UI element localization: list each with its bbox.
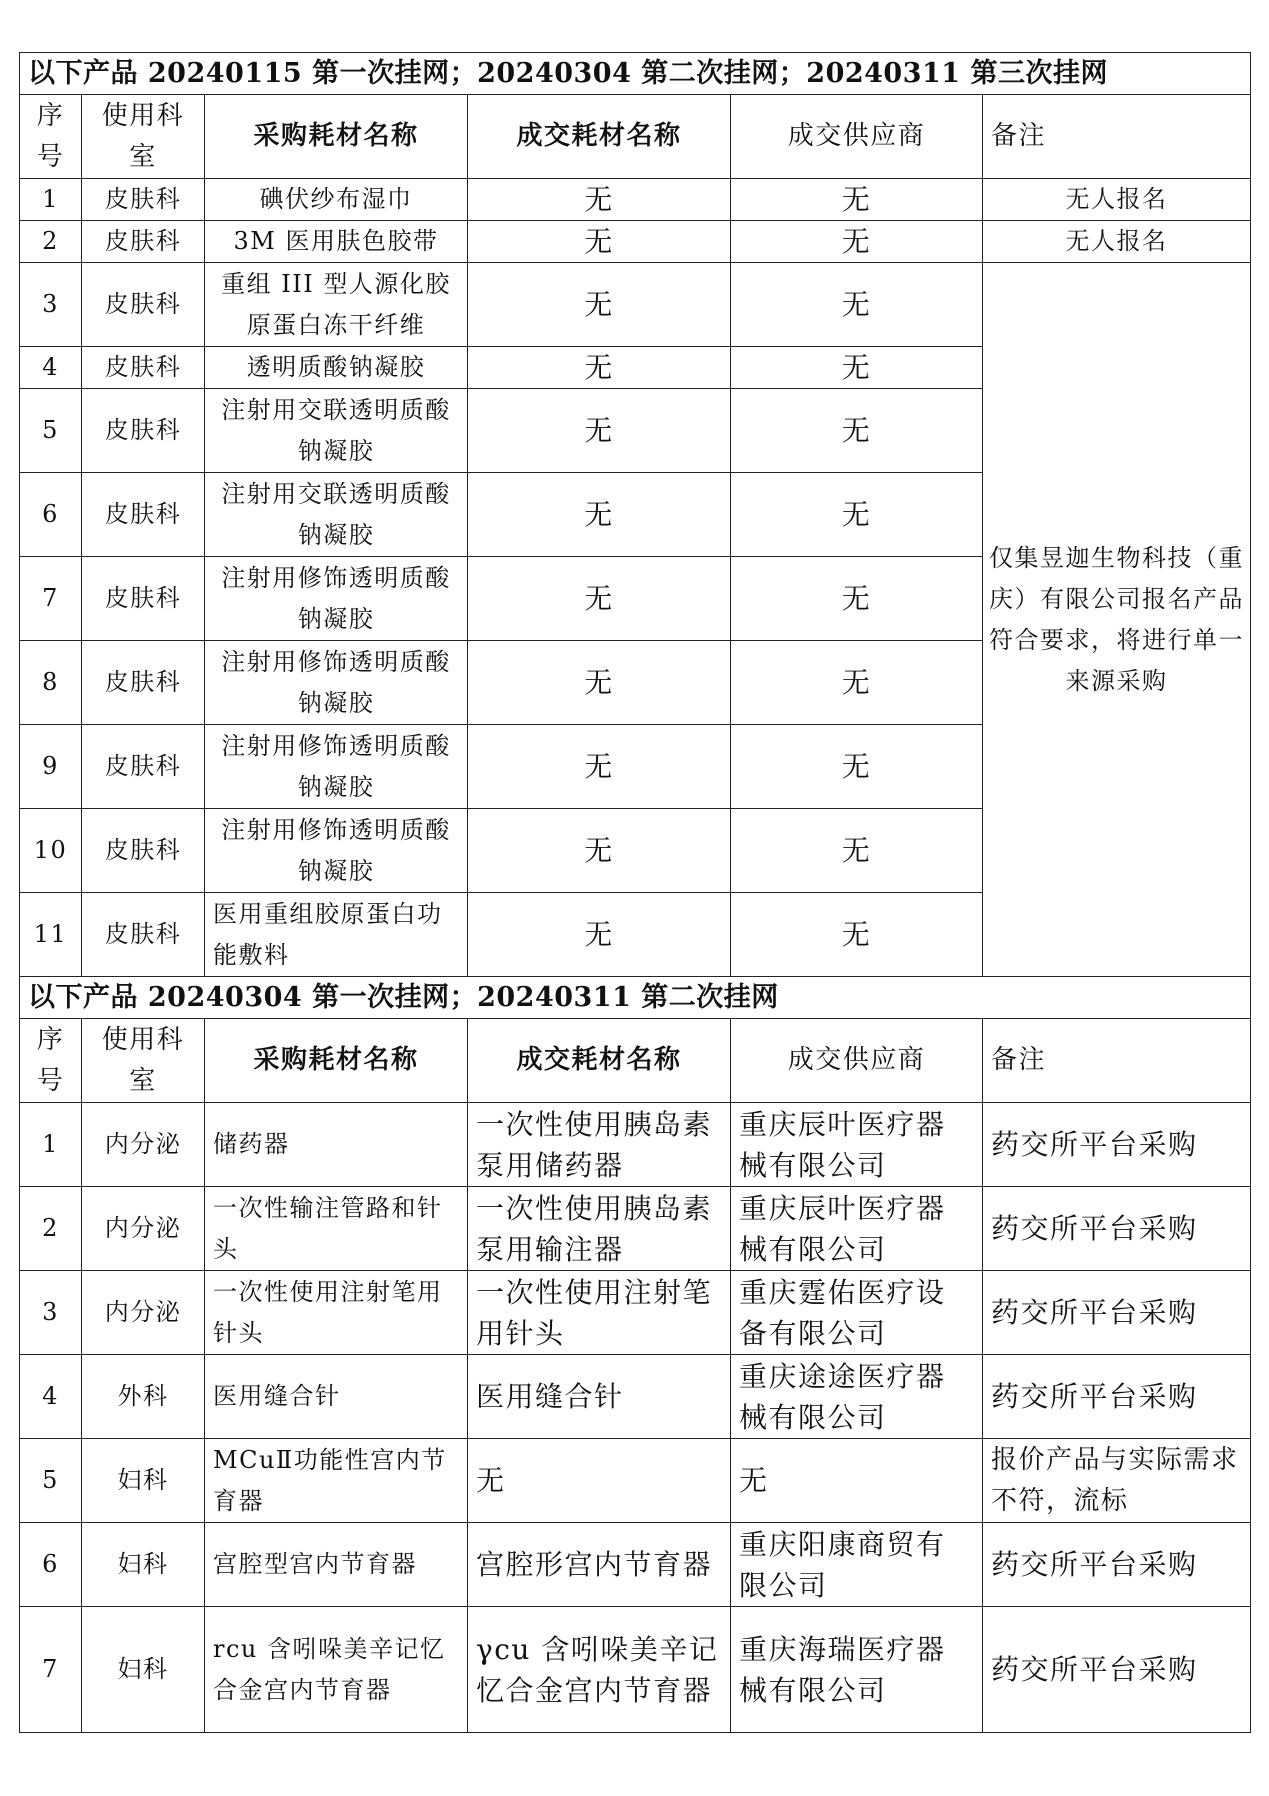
cell-dept: 皮肤科: [82, 389, 205, 473]
cell-supplier: 无: [731, 179, 983, 221]
cell-dept: 内分泌: [82, 1271, 205, 1355]
cell-purchase: 一次性使用注射笔用针头: [205, 1271, 468, 1355]
cell-purchase: 一次性输注管路和针头: [205, 1187, 468, 1271]
cell-deal: 医用缝合针: [468, 1355, 731, 1439]
cell-remark: 药交所平台采购: [983, 1103, 1251, 1187]
cell-supplier: 无: [731, 893, 983, 977]
cell-dept: 皮肤科: [82, 473, 205, 557]
section2-header-row: [20, 1019, 1251, 1103]
cell-remark: 无人报名: [983, 179, 1251, 221]
cell-supplier: 重庆霆佑医疗设备有限公司: [731, 1271, 983, 1355]
cell-deal: 无: [468, 641, 731, 725]
cell-no: 2: [20, 221, 82, 263]
cell-remark: 药交所平台采购: [983, 1355, 1251, 1439]
cell-supplier: 无: [731, 1439, 983, 1523]
cell-supplier: 无: [731, 725, 983, 809]
table-row: [20, 1439, 1251, 1523]
cell-deal: 宫腔形宫内节育器: [468, 1523, 731, 1607]
cell-no: 6: [20, 473, 82, 557]
cell-dept: 皮肤科: [82, 263, 205, 347]
cell-dept: 皮肤科: [82, 641, 205, 725]
cell-deal: 无: [468, 263, 731, 347]
header-purchase: 采购耗材名称: [205, 1019, 468, 1103]
cell-dept: 内分泌: [82, 1187, 205, 1271]
header-dept: 使用科室: [82, 1019, 205, 1103]
cell-no: 7: [20, 557, 82, 641]
cell-purchase: 透明质酸钠凝胶: [205, 347, 468, 389]
cell-no: 10: [20, 809, 82, 893]
cell-dept: 皮肤科: [82, 347, 205, 389]
cell-no: 9: [20, 725, 82, 809]
cell-dept: 皮肤科: [82, 809, 205, 893]
header-deal: 成交耗材名称: [468, 1019, 731, 1103]
cell-deal: 一次性使用注射笔用针头: [468, 1271, 731, 1355]
cell-dept: 皮肤科: [82, 179, 205, 221]
cell-purchase: 储药器: [205, 1103, 468, 1187]
cell-purchase: 注射用修饰透明质酸钠凝胶: [205, 725, 468, 809]
cell-purchase: 注射用交联透明质酸钠凝胶: [205, 473, 468, 557]
section1-title: 以下产品 20240115 第一次挂网；20240304 第二次挂网；20240311 第三次挂网: [20, 53, 1251, 95]
cell-purchase: 宫腔型宫内节育器: [205, 1523, 468, 1607]
cell-supplier: 无: [731, 347, 983, 389]
cell-no: 1: [20, 1103, 82, 1187]
cell-deal: 无: [468, 1439, 731, 1523]
cell-remark: 报价产品与实际需求不符，流标: [983, 1439, 1251, 1523]
cell-supplier: 无: [731, 641, 983, 725]
section1-title-row: [20, 53, 1251, 95]
section1-header-row: [20, 95, 1251, 179]
header-deal: 成交耗材名称: [468, 95, 731, 179]
cell-remark: 药交所平台采购: [983, 1607, 1251, 1733]
header-supplier: 成交供应商: [731, 95, 983, 179]
cell-supplier: 重庆辰叶医疗器械有限公司: [731, 1187, 983, 1271]
cell-no: 11: [20, 893, 82, 977]
cell-no: 3: [20, 263, 82, 347]
cell-dept: 外科: [82, 1355, 205, 1439]
cell-no: 7: [20, 1607, 82, 1733]
section2-title: 以下产品 20240304 第一次挂网；20240311 第二次挂网: [20, 977, 1251, 1019]
cell-purchase: 3M 医用肤色胶带: [205, 221, 468, 263]
cell-purchase: 碘伏纱布湿巾: [205, 179, 468, 221]
cell-no: 4: [20, 1355, 82, 1439]
cell-no: 8: [20, 641, 82, 725]
header-remark: 备注: [983, 95, 1251, 179]
cell-deal: 无: [468, 725, 731, 809]
section2-title-row: [20, 977, 1251, 1019]
cell-dept: 内分泌: [82, 1103, 205, 1187]
cell-deal: 无: [468, 557, 731, 641]
cell-purchase: 注射用修饰透明质酸钠凝胶: [205, 557, 468, 641]
header-no: 序号: [20, 95, 82, 179]
cell-purchase: 注射用交联透明质酸钠凝胶: [205, 389, 468, 473]
cell-dept: 皮肤科: [82, 221, 205, 263]
table-row: [20, 1607, 1251, 1733]
cell-deal: 无: [468, 389, 731, 473]
cell-deal: 一次性使用胰岛素泵用储药器: [468, 1103, 731, 1187]
header-remark: 备注: [983, 1019, 1251, 1103]
table-row: [20, 179, 1251, 221]
procurement-table: [19, 52, 1251, 1733]
cell-supplier: 无: [731, 221, 983, 263]
cell-purchase: 重组 III 型人源化胶原蛋白冻干纤维: [205, 263, 468, 347]
table-row: [20, 221, 1251, 263]
cell-supplier: 无: [731, 809, 983, 893]
cell-no: 4: [20, 347, 82, 389]
table-row: [20, 1103, 1251, 1187]
cell-no: 5: [20, 389, 82, 473]
cell-no: 2: [20, 1187, 82, 1271]
table-row: [20, 1271, 1251, 1355]
cell-remark: 无人报名: [983, 221, 1251, 263]
header-purchase: 采购耗材名称: [205, 95, 468, 179]
table-row: [20, 1355, 1251, 1439]
cell-dept: 妇科: [82, 1439, 205, 1523]
table-row: [20, 1187, 1251, 1271]
cell-purchase: MCuⅡ功能性宫内节育器: [205, 1439, 468, 1523]
cell-supplier: 无: [731, 263, 983, 347]
cell-remark: 药交所平台采购: [983, 1187, 1251, 1271]
cell-remark: 药交所平台采购: [983, 1271, 1251, 1355]
cell-dept: 皮肤科: [82, 557, 205, 641]
cell-purchase: 医用缝合针: [205, 1355, 468, 1439]
header-no: 序号: [20, 1019, 82, 1103]
cell-supplier: 无: [731, 473, 983, 557]
cell-remark: 药交所平台采购: [983, 1523, 1251, 1607]
cell-no: 5: [20, 1439, 82, 1523]
cell-dept: 皮肤科: [82, 893, 205, 977]
cell-no: 3: [20, 1271, 82, 1355]
table-row: [20, 1523, 1251, 1607]
cell-deal: 无: [468, 473, 731, 557]
cell-no: 1: [20, 179, 82, 221]
cell-purchase: rcu 含吲哚美辛记忆合金宫内节育器: [205, 1607, 468, 1733]
cell-no: 6: [20, 1523, 82, 1607]
cell-purchase: 医用重组胶原蛋白功能敷料: [205, 893, 468, 977]
merged-remark: 仅集昱迦生物科技（重庆）有限公司报名产品符合要求，将进行单一来源采购: [983, 263, 1251, 977]
cell-supplier: 重庆辰叶医疗器械有限公司: [731, 1103, 983, 1187]
cell-deal: 无: [468, 893, 731, 977]
cell-purchase: 注射用修饰透明质酸钠凝胶: [205, 809, 468, 893]
table-row: [20, 263, 1251, 347]
header-supplier: 成交供应商: [731, 1019, 983, 1103]
cell-deal: 无: [468, 179, 731, 221]
cell-purchase: 注射用修饰透明质酸钠凝胶: [205, 641, 468, 725]
cell-supplier: 无: [731, 389, 983, 473]
cell-deal: 无: [468, 347, 731, 389]
cell-dept: 皮肤科: [82, 725, 205, 809]
cell-supplier: 重庆海瑞医疗器械有限公司: [731, 1607, 983, 1733]
header-dept: 使用科室: [82, 95, 205, 179]
cell-deal: 一次性使用胰岛素泵用输注器: [468, 1187, 731, 1271]
cell-deal: 无: [468, 221, 731, 263]
cell-deal: γcu 含吲哚美辛记忆合金宫内节育器: [468, 1607, 731, 1733]
cell-deal: 无: [468, 809, 731, 893]
cell-dept: 妇科: [82, 1607, 205, 1733]
cell-supplier: 无: [731, 557, 983, 641]
cell-dept: 妇科: [82, 1523, 205, 1607]
cell-supplier: 重庆途途医疗器械有限公司: [731, 1355, 983, 1439]
cell-supplier: 重庆阳康商贸有限公司: [731, 1523, 983, 1607]
